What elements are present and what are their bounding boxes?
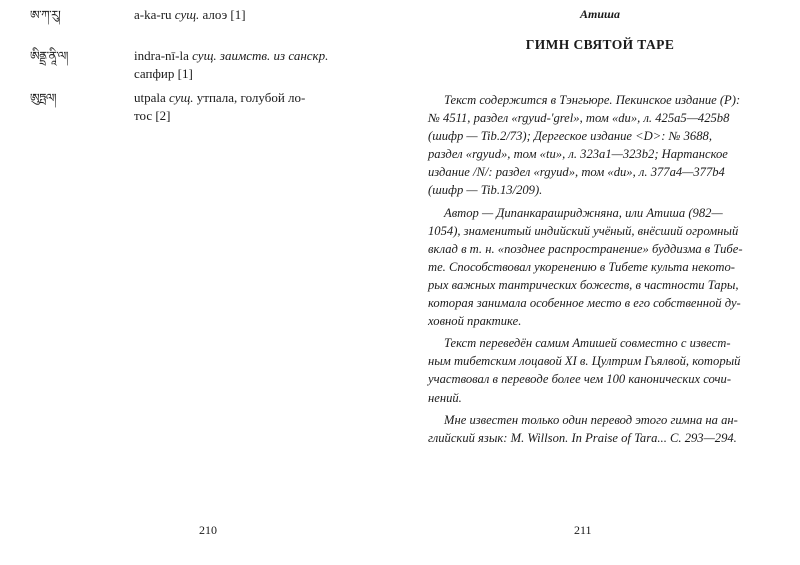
page-title: ГИМН СВЯТОЙ ТАРЕ (525, 37, 675, 52)
transliteration: a-ka-ru (134, 7, 175, 22)
tibetan-term: ཨ་ཀ་རུ། (30, 8, 61, 22)
transliteration: indra-nī-la (134, 48, 193, 63)
transliteration: utpala (134, 90, 170, 105)
gloss: тос [2] (134, 108, 171, 123)
text-line: издание /N/: раздел «rgyud», том «du», л. 377a4—377b4 (428, 165, 725, 180)
text-line: Текст переведён самим Атишей совместно с извест- (444, 336, 731, 351)
paragraph (428, 204, 773, 331)
text-line: глийский язык: M. Willson. In Praise of Tara... С. 293—294. (428, 430, 737, 445)
text-line: (шифр — Tib.13/209). (428, 183, 543, 198)
page-number: 210 (199, 523, 217, 537)
definition-line (134, 107, 374, 125)
text-line: (шифр — Tib.2/73); Дергеское издание <D>: № 3688, (428, 129, 712, 144)
text-line: рых важных тантрических божеств, в частности Тары, (428, 277, 739, 292)
entry-definition (134, 47, 374, 83)
definition-line (134, 89, 374, 107)
introduction (428, 91, 773, 447)
entry-definition (134, 6, 374, 24)
definition-line (134, 6, 374, 24)
grammar-tag: сущ. (169, 90, 194, 105)
grammar-tag: сущ. заимств. из санскр. (192, 48, 329, 63)
paragraph (428, 411, 773, 447)
definition-line (134, 47, 374, 65)
text-line: вклад в т. н. «позднее распространение» буддизма в Тибе- (428, 241, 743, 256)
paragraph (428, 91, 773, 200)
text-line: ным тибетским лоцавой XI в. Цултрим Гьялвой, который (428, 354, 741, 369)
text-line: раздел «rgyud», том «tu», л. 323a1—323b2; Нартанское (428, 147, 728, 162)
tibetan-term: ཨུཏྤལ། (30, 91, 57, 105)
definition-line (134, 65, 374, 83)
text-line: которая занимала особенное место в его собственной ду- (428, 296, 741, 311)
paragraph (428, 334, 773, 406)
text-line: ховной практике. (428, 314, 522, 329)
text-line: Автор — Дипанкарашриджняна, или Атиша (982— (444, 205, 723, 220)
gloss: сапфир [1] (134, 66, 193, 81)
gloss: алоэ [1] (199, 7, 246, 22)
text-line: нений. (428, 390, 462, 405)
running-head: Атиша (579, 7, 620, 21)
text-line: Мне известен только один перевод этого гимна на ан- (444, 412, 738, 427)
text-line: 1054), знаменитый индийский учёный, внёсший огромный (428, 223, 739, 238)
right-page (400, 0, 800, 565)
text-line: № 4511, раздел «rgyud-'grel», том «du», л. 425a5—425b8 (428, 111, 730, 126)
gloss: утпала, голубой ло- (193, 90, 306, 105)
grammar-tag: сущ. (174, 7, 200, 22)
text-line: те. Способствовал укоренению в Тибете культа некото- (428, 259, 735, 274)
page-number: 211 (574, 523, 592, 537)
tibetan-term: ཨིནྡྲ་ནཱི་ལ། (30, 49, 68, 63)
text-line: участвовал в переводе более чем 100 канонических сочи- (428, 372, 732, 387)
entry-definition (134, 89, 374, 125)
text-line: Текст содержится в Тэнгьюре. Пекинское издание (P): (444, 93, 741, 107)
